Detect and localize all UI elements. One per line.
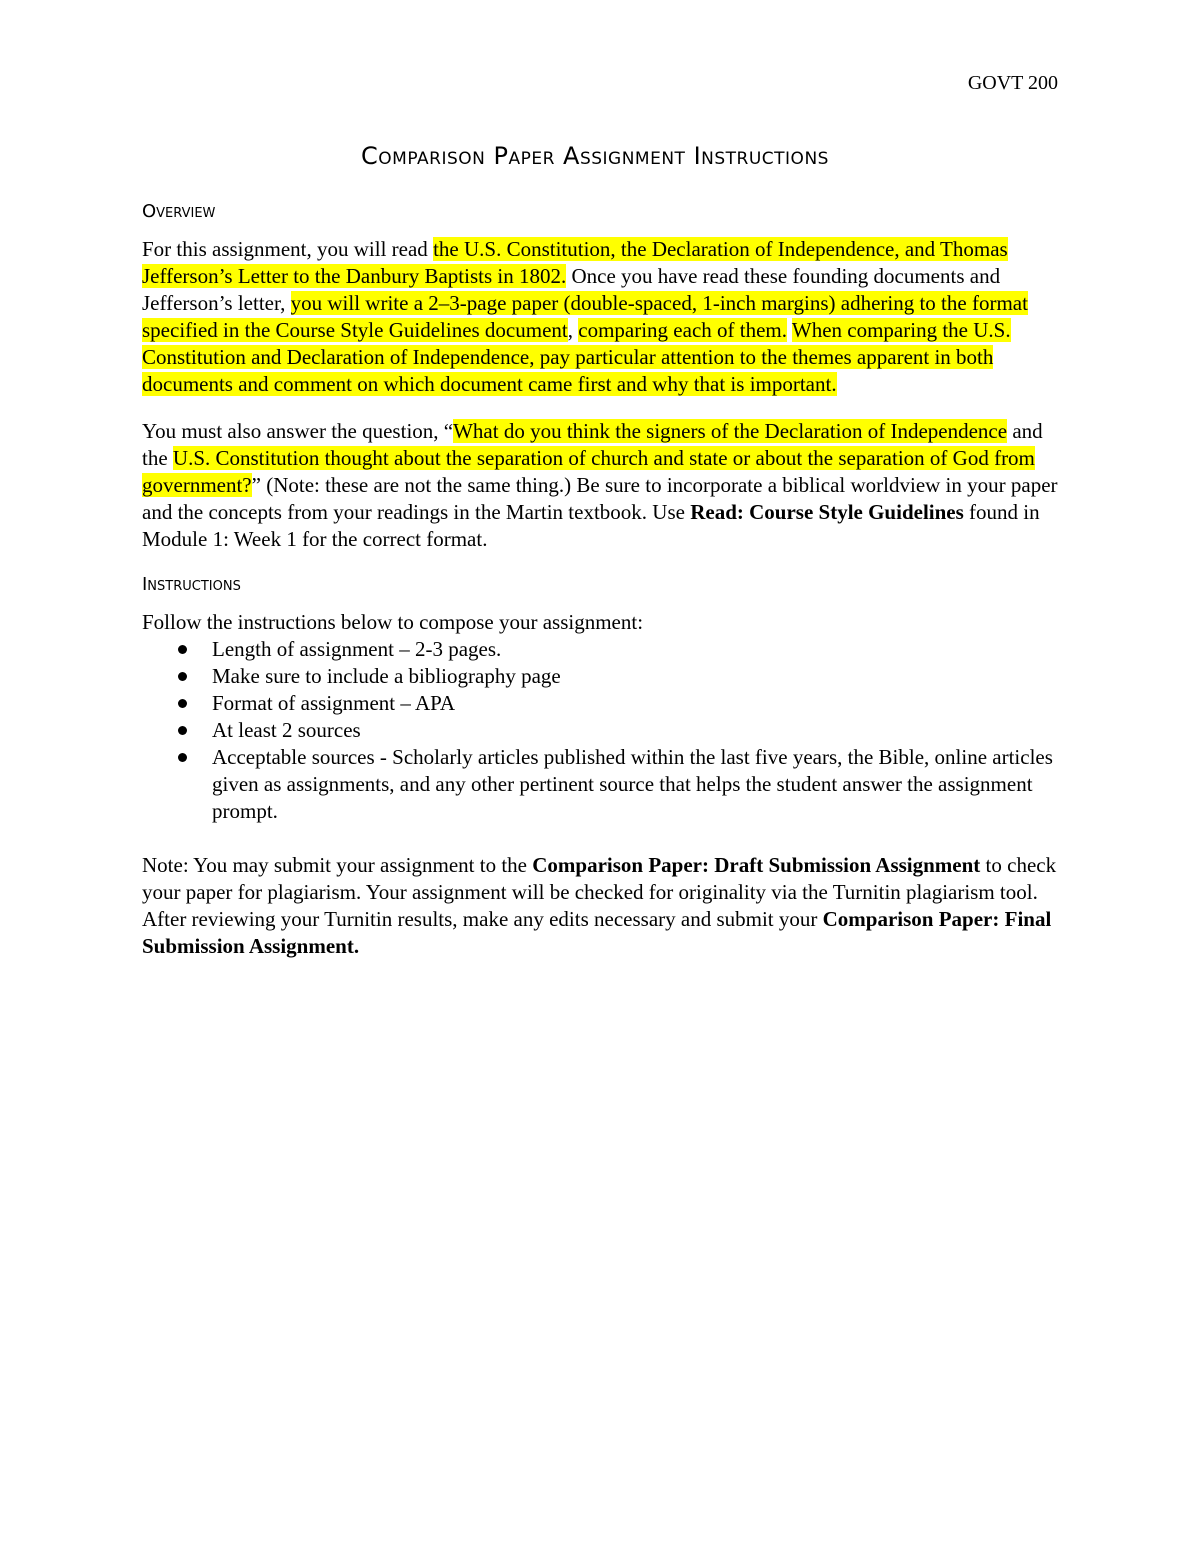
text-run: You must also answer the question, “ bbox=[142, 419, 454, 443]
highlighted-text: comparing each of them. bbox=[578, 318, 787, 342]
text-run: to check your paper for plagiarism. Your assignment will be checked for originality via the Turnitin plagiarism tool. After reviewing your Turnitin results, make any edits necessary and submit your bbox=[142, 853, 1057, 931]
bold-text: Comparison Paper: Draft Submission Assignment bbox=[532, 853, 981, 877]
highlighted-text: When comparing the U.S. Constitution and Declaration of Independence, pay particular attention to the themes apparent in both documents and comment on which document came first and why that is important. bbox=[142, 318, 1011, 396]
highlighted-text: What do you think the signers of the Declaration of Independence bbox=[453, 419, 1008, 443]
highlighted-text: the U.S. Constitution, the Declaration of Independence, and Thomas Jefferson’s Letter to the Danbury Baptists in 1802. bbox=[142, 237, 1008, 288]
highlighted-text: you will write a 2–3-page paper (double-spaced, 1-inch margins) adhering to the format specified in the Course Style Guidelines document bbox=[142, 291, 1028, 342]
instructions-heading: Instructions bbox=[142, 574, 241, 595]
instructions-list bbox=[142, 636, 1062, 825]
text-run: found in Module 1: Week 1 for the correct format. bbox=[142, 500, 1040, 551]
list-item: Format of assignment – APA bbox=[212, 690, 1062, 717]
list-item: Length of assignment – 2-3 pages. bbox=[212, 636, 1062, 663]
highlighted-text: U.S. Constitution thought about the separation of church and state or about the separation of God from government? bbox=[142, 446, 1035, 497]
overview-heading: Overview bbox=[142, 201, 216, 222]
bold-text: Read: Course Style Guidelines bbox=[690, 500, 964, 524]
text-run: , bbox=[567, 318, 579, 342]
list-item: Acceptable sources - Scholarly articles published within the last five years, the Bible, online articles given as assignments, and any other pertinent source that helps the student answer the assignment prompt. bbox=[212, 744, 1062, 825]
text-run: ” (Note: these are not the same thing.) Be sure to incorporate a biblical worldview in your paper and the concepts from your readings in the Martin textbook. Use bbox=[142, 473, 1058, 524]
document-body bbox=[142, 200, 1062, 980]
text-run: and the bbox=[142, 419, 1043, 470]
course-code: GOVT 200 bbox=[967, 72, 1058, 94]
document-title: Comparison Paper Assignment Instructions bbox=[361, 142, 829, 170]
text-run: Once you have read these founding documents and Jefferson’s letter, bbox=[142, 264, 1001, 315]
overview-paragraph-2 bbox=[142, 418, 1062, 553]
text-run: Note: You may submit your assignment to the bbox=[142, 853, 533, 877]
instructions-intro: Follow the instructions below to compose your assignment: bbox=[142, 610, 644, 634]
bold-text: Comparison Paper: Final Submission Assignment. bbox=[142, 907, 1052, 958]
overview-paragraph-1 bbox=[142, 236, 1062, 398]
text-run: For this assignment, you will read bbox=[142, 237, 434, 261]
list-item: Make sure to include a bibliography page bbox=[212, 663, 1062, 690]
note-paragraph bbox=[142, 852, 1062, 960]
list-item: At least 2 sources bbox=[212, 717, 1062, 744]
